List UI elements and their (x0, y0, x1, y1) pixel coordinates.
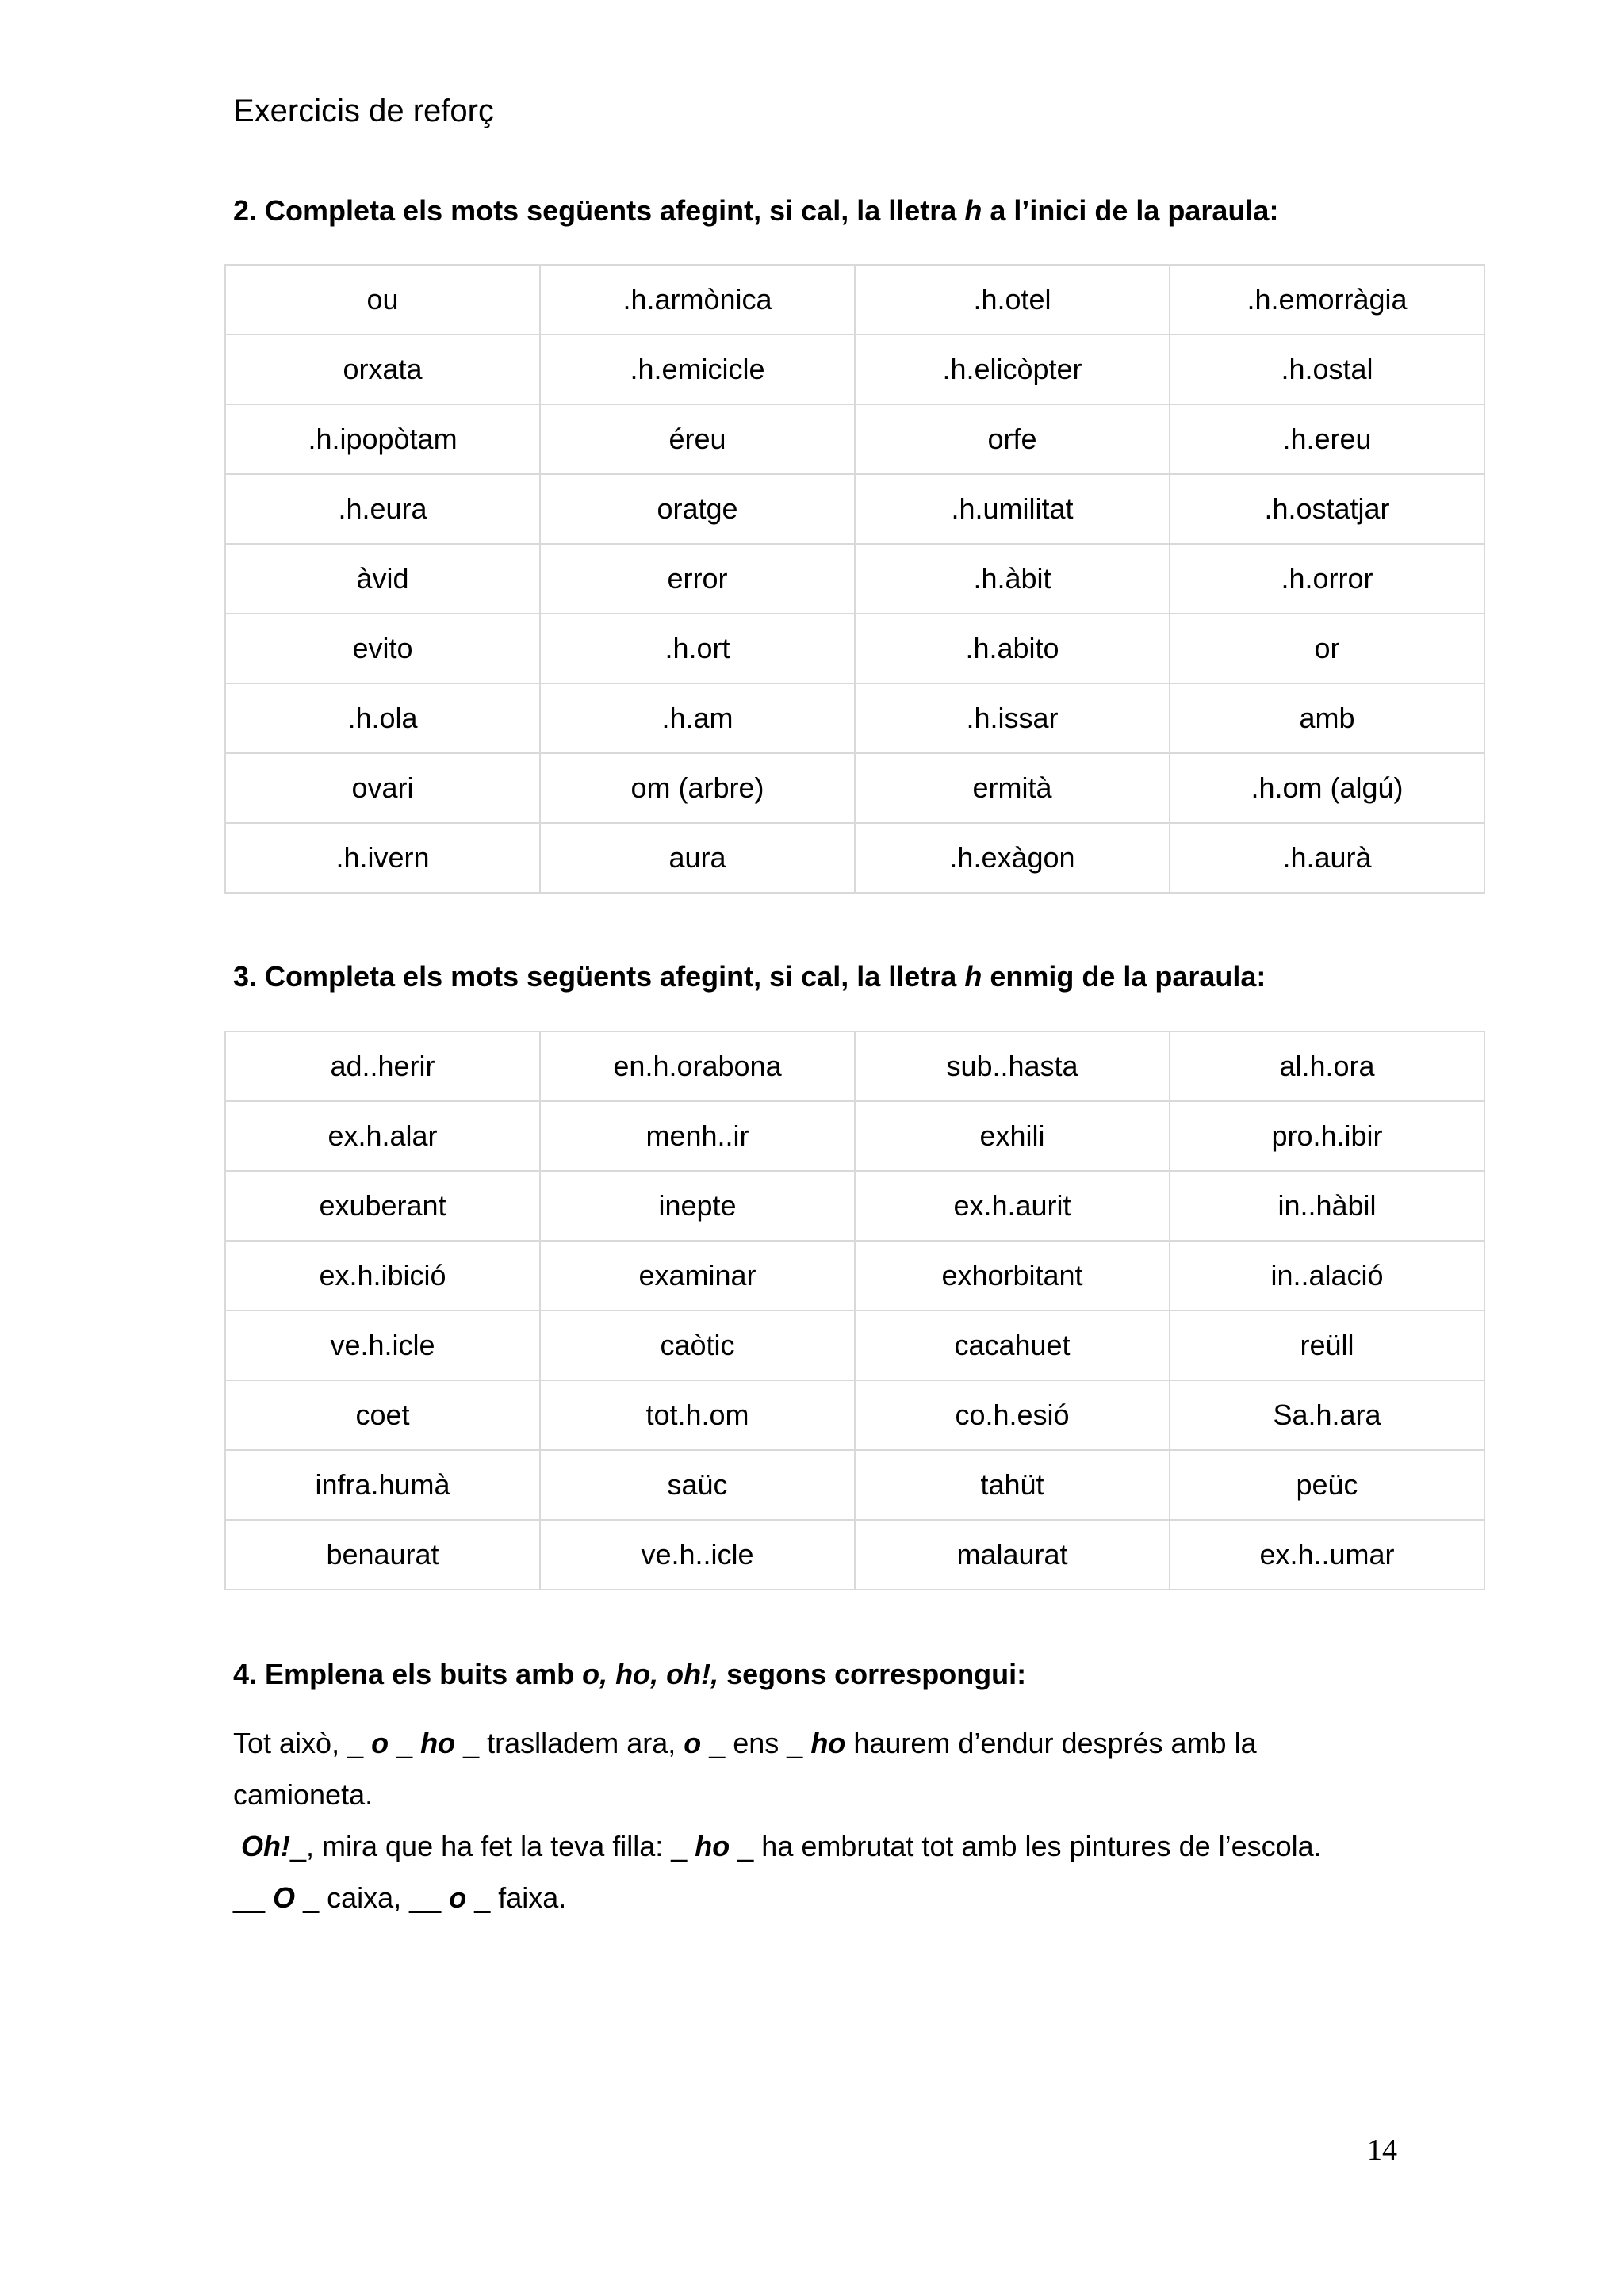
paragraph-line-3 (233, 1820, 1502, 1872)
word-cell: ex.h.aurit (855, 1171, 1170, 1241)
word-cell: ex.h.alar (225, 1101, 540, 1171)
word-cell: exhorbitant (855, 1241, 1170, 1311)
answer-ho: ho (810, 1727, 846, 1759)
table-row (225, 1450, 1484, 1520)
word-cell: amb (1170, 683, 1484, 753)
exercise-4-title (233, 1658, 1026, 1691)
word-cell: en.h.orabona (540, 1031, 855, 1101)
word-cell: àvid (225, 544, 540, 614)
table-row (225, 335, 1484, 404)
exercise-3-title (233, 960, 1266, 993)
word-cell: .h.exàgon (855, 823, 1170, 893)
table-row (225, 753, 1484, 823)
answer-o: o (449, 1881, 467, 1914)
text-fragment: _ caixa, __ (295, 1881, 450, 1914)
table-row (225, 474, 1484, 544)
word-cell: peüc (1170, 1450, 1484, 1520)
paragraph-line-1 (233, 1717, 1502, 1769)
word-cell: menh..ir (540, 1101, 855, 1171)
word-cell: .h.abito (855, 614, 1170, 683)
word-cell: sub..hasta (855, 1031, 1170, 1101)
word-cell: in..alació (1170, 1241, 1484, 1311)
word-cell: in..hàbil (1170, 1171, 1484, 1241)
word-cell: .h.ivern (225, 823, 540, 893)
word-cell: .h.om (algú) (1170, 753, 1484, 823)
table-row (225, 614, 1484, 683)
word-cell: tot.h.om (540, 1380, 855, 1450)
text-fragment: camioneta. (233, 1778, 373, 1811)
table-row (225, 1031, 1484, 1101)
exercise-3-title-letter: h (964, 960, 982, 993)
word-cell: .h.armònica (540, 265, 855, 335)
text-fragment: haurem d’endur després amb la (845, 1727, 1257, 1759)
table-row (225, 1520, 1484, 1590)
table-row (225, 1311, 1484, 1380)
word-cell: .h.ola (225, 683, 540, 753)
page-heading: Exercicis de reforç (233, 94, 494, 128)
word-cell: co.h.esió (855, 1380, 1170, 1450)
word-cell: cacahuet (855, 1311, 1170, 1380)
text-fragment: _ ha embrutat tot amb les pintures de l’escola. (730, 1830, 1322, 1862)
word-cell: malaurat (855, 1520, 1170, 1590)
word-cell: or (1170, 614, 1484, 683)
word-cell: al.h.ora (1170, 1031, 1484, 1101)
word-cell: ve.h.icle (225, 1311, 540, 1380)
text-fragment: _ faixa. (466, 1881, 567, 1914)
text-fragment: _ (389, 1727, 421, 1759)
exercise-3-title-end: enmig de la paraula: (982, 960, 1266, 993)
word-cell: .h.emorràgia (1170, 265, 1484, 335)
word-cell: ex.h..umar (1170, 1520, 1484, 1590)
word-cell: oratge (540, 474, 855, 544)
word-cell: Sa.h.ara (1170, 1380, 1484, 1450)
exercise-4-title-options: o, ho, oh!, (582, 1658, 719, 1690)
word-cell: .h.ort (540, 614, 855, 683)
word-cell: .h.elicòpter (855, 335, 1170, 404)
word-cell: saüc (540, 1450, 855, 1520)
word-cell: aura (540, 823, 855, 893)
table-row (225, 404, 1484, 474)
table-row (225, 1380, 1484, 1450)
answer-o: o (371, 1727, 389, 1759)
exercise-2-title-text: 2. Completa els mots següents afegint, si cal, la lletra (233, 194, 965, 227)
word-cell: exuberant (225, 1171, 540, 1241)
word-cell: infra.humà (225, 1450, 540, 1520)
word-cell: benaurat (225, 1520, 540, 1590)
word-cell: .h.issar (855, 683, 1170, 753)
answer-o-capital: O (273, 1881, 296, 1914)
answer-ho: ho (420, 1727, 456, 1759)
word-cell: inepte (540, 1171, 855, 1241)
word-cell: coet (225, 1380, 540, 1450)
exercise-4-title-text: 4. Emplena els buits amb (233, 1658, 583, 1690)
text-fragment: Tot això, _ (233, 1727, 372, 1759)
word-cell: ad..herir (225, 1031, 540, 1101)
word-cell: evito (225, 614, 540, 683)
exercise-3-word-table (224, 1031, 1485, 1590)
answer-ho: ho (695, 1830, 730, 1862)
word-cell: exhili (855, 1101, 1170, 1171)
exercise-2-title-letter: h (964, 194, 982, 227)
text-fragment: _ ens _ (701, 1727, 811, 1759)
word-cell: .h.otel (855, 265, 1170, 335)
word-cell: tahüt (855, 1450, 1170, 1520)
word-cell: .h.aurà (1170, 823, 1484, 893)
word-cell: examinar (540, 1241, 855, 1311)
table-row (225, 265, 1484, 335)
word-cell: ex.h.ibició (225, 1241, 540, 1311)
word-cell: .h.ostal (1170, 335, 1484, 404)
exercise-4-paragraph (233, 1717, 1502, 1923)
table-row (225, 1101, 1484, 1171)
word-cell: ve.h..icle (540, 1520, 855, 1590)
table-row (225, 544, 1484, 614)
word-cell: éreu (540, 404, 855, 474)
word-cell: orfe (855, 404, 1170, 474)
answer-oh: Oh! (241, 1830, 290, 1862)
word-cell: .h.ipopòtam (225, 404, 540, 474)
word-cell: ou (225, 265, 540, 335)
table-row (225, 823, 1484, 893)
word-cell: error (540, 544, 855, 614)
text-fragment: _ traslladem ara, (455, 1727, 684, 1759)
word-cell: .h.ereu (1170, 404, 1484, 474)
exercise-2-word-table (224, 264, 1485, 894)
page-number: 14 (1367, 2133, 1397, 2167)
word-cell: .h.emicicle (540, 335, 855, 404)
word-cell: .h.orror (1170, 544, 1484, 614)
word-cell: reüll (1170, 1311, 1484, 1380)
exercise-3-title-text: 3. Completa els mots següents afegint, si cal, la lletra (233, 960, 965, 993)
exercise-2-title-end: a l’inici de la paraula: (982, 194, 1279, 227)
text-fragment: __ (233, 1881, 274, 1914)
word-cell: om (arbre) (540, 753, 855, 823)
answer-o: o (684, 1727, 702, 1759)
exercise-2-title (233, 194, 1278, 228)
word-cell: ermità (855, 753, 1170, 823)
word-cell: .h.am (540, 683, 855, 753)
word-cell: pro.h.ibir (1170, 1101, 1484, 1171)
word-cell: .h.umilitat (855, 474, 1170, 544)
word-cell: .h.ostatjar (1170, 474, 1484, 544)
paragraph-line-4 (233, 1872, 1502, 1923)
paragraph-line-2 (233, 1769, 1502, 1820)
text-fragment (233, 1830, 241, 1862)
table-row (225, 1171, 1484, 1241)
table-row (225, 1241, 1484, 1311)
exercise-4-title-end: segons correspongui: (718, 1658, 1027, 1690)
word-cell: .h.àbit (855, 544, 1170, 614)
word-cell: .h.eura (225, 474, 540, 544)
table-row (225, 683, 1484, 753)
word-cell: ovari (225, 753, 540, 823)
word-cell: caòtic (540, 1311, 855, 1380)
word-cell: orxata (225, 335, 540, 404)
text-fragment: _, mira que ha fet la teva filla: _ (290, 1830, 695, 1862)
